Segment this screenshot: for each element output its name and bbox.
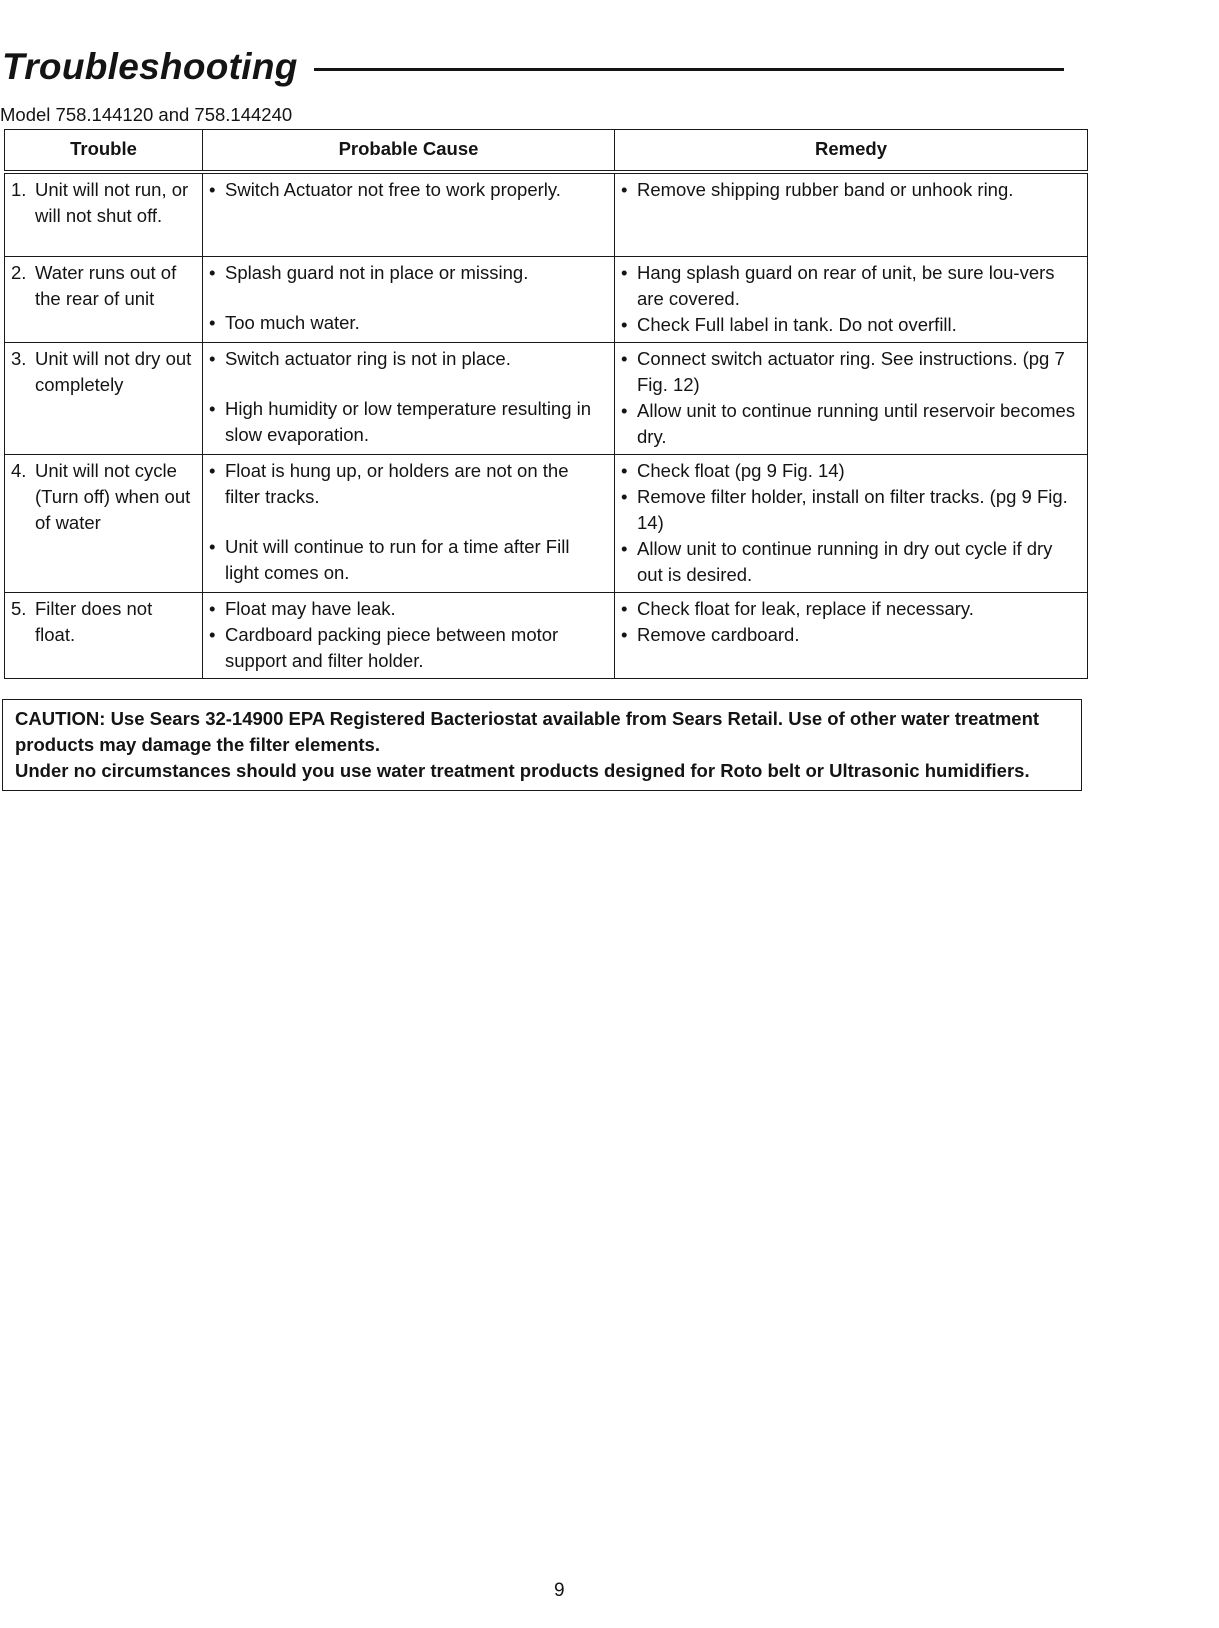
remedy-cell xyxy=(615,172,1088,256)
remedy-cell xyxy=(615,592,1088,678)
list-item xyxy=(621,177,1081,203)
cause-cell xyxy=(203,454,615,592)
list-item xyxy=(621,484,1081,536)
trouble-text: Unit will not cycle (Turn off) when out of water xyxy=(35,459,191,533)
table-row xyxy=(5,172,1088,256)
cause-text: Unit will continue to run for a time after Fill light comes on. xyxy=(225,535,570,583)
list-item xyxy=(621,346,1081,398)
model-numbers: Model 758.144120 and 758.144240 xyxy=(0,104,293,125)
bullet-icon: • xyxy=(209,179,216,200)
remedy-cell xyxy=(615,454,1088,592)
trouble-text: Unit will not dry out completely xyxy=(35,347,192,395)
remedy-text: Remove filter holder, install on filter tracks. (pg 9 Fig. 14) xyxy=(637,485,1068,533)
cause-cell xyxy=(203,592,615,678)
bullet-icon: • xyxy=(621,459,628,481)
page-number: 9 xyxy=(554,1580,565,1601)
remedy-text: Check Full label in tank. Do not overfill. xyxy=(637,313,957,335)
table-row xyxy=(5,592,1088,678)
list-item xyxy=(209,458,608,510)
troubleshooting-table xyxy=(4,129,1088,679)
list-item xyxy=(209,396,608,448)
bullet-icon: • xyxy=(621,597,628,619)
list-item xyxy=(621,458,1081,484)
cause-text: Float is hung up, or holders are not on the filter tracks. xyxy=(225,459,569,507)
caution-box xyxy=(2,699,1082,791)
cause-text: High humidity or low temperature resulting in slow evaporation. xyxy=(225,397,592,445)
trouble-text: Water runs out of the rear of unit xyxy=(35,261,177,309)
bullet-icon: • xyxy=(621,261,628,283)
cause-text: Splash guard not in place or missing. xyxy=(225,261,529,283)
list-item xyxy=(621,312,1081,338)
bullet-icon: • xyxy=(621,485,628,507)
column-header-trouble: Trouble xyxy=(5,130,203,173)
bullet-icon: • xyxy=(621,537,628,559)
remedy-text: Connect switch actuator ring. See instructions. (pg 7 Fig. 12) xyxy=(637,347,1065,395)
remedy-text: Remove cardboard. xyxy=(637,623,800,645)
trouble-text: Filter does not float. xyxy=(35,597,153,645)
remedy-text: Check float for leak, replace if necessary. xyxy=(637,597,974,619)
row-number: 3. xyxy=(11,347,27,369)
row-number: 2. xyxy=(11,261,27,283)
trouble-cell xyxy=(5,256,203,342)
table-row xyxy=(5,454,1088,592)
table-row xyxy=(5,256,1088,342)
trouble-text: Unit will not run, or will not shut off. xyxy=(35,179,189,226)
column-header-remedy: Remedy xyxy=(615,130,1088,173)
page-header xyxy=(2,42,1064,92)
remedy-text: Check float (pg 9 Fig. 14) xyxy=(637,459,845,481)
remedy-text: Allow unit to continue running in dry out cycle if dry out is desired. xyxy=(637,537,1053,585)
title-rule xyxy=(314,68,1064,71)
bullet-icon: • xyxy=(209,535,216,557)
list-item xyxy=(621,596,1081,622)
caution-text: CAUTION: Use Sears 32-14900 EPA Registered Bacteriostat available from Sears Retail. Use of other water treatment products may damage the filter elements. xyxy=(15,708,1040,755)
list-item xyxy=(209,346,608,372)
trouble-cell xyxy=(5,342,203,454)
list-item xyxy=(209,260,608,286)
trouble-cell xyxy=(5,592,203,678)
bullet-icon: • xyxy=(209,347,216,369)
trouble-cell xyxy=(5,172,203,256)
remedy-text: Remove shipping rubber band or unhook ring. xyxy=(637,179,1014,200)
remedy-text: Hang splash guard on rear of unit, be sure lou-vers are covered. xyxy=(637,261,1055,309)
row-number: 4. xyxy=(11,459,27,481)
cause-text: Cardboard packing piece between motor support and filter holder. xyxy=(225,623,559,671)
cause-text: Too much water. xyxy=(225,311,360,333)
table-row xyxy=(5,342,1088,454)
remedy-text: Allow unit to continue running until reservoir becomes dry. xyxy=(637,399,1076,447)
list-item xyxy=(621,260,1081,312)
table-header-row xyxy=(5,130,1088,173)
bullet-icon: • xyxy=(621,179,628,200)
bullet-icon: • xyxy=(621,623,628,645)
list-item xyxy=(621,398,1081,450)
bullet-icon: • xyxy=(209,311,216,333)
cause-text: Switch Actuator not free to work properly. xyxy=(225,179,561,200)
bullet-icon: • xyxy=(209,261,216,283)
cause-cell xyxy=(203,172,615,256)
bullet-icon: • xyxy=(621,399,628,421)
bullet-icon: • xyxy=(209,397,216,419)
cause-text: Float may have leak. xyxy=(225,597,396,619)
column-header-probable-cause: Probable Cause xyxy=(203,130,615,173)
cause-cell xyxy=(203,342,615,454)
row-number: 5. xyxy=(11,597,27,619)
bullet-icon: • xyxy=(209,597,216,619)
bullet-icon: • xyxy=(621,313,628,335)
list-item xyxy=(621,536,1081,588)
bullet-icon: • xyxy=(621,347,628,369)
row-number: 1. xyxy=(11,179,27,200)
list-item xyxy=(209,534,608,586)
list-item xyxy=(621,622,1081,648)
list-item xyxy=(209,596,608,622)
list-item xyxy=(209,177,608,203)
caution-text: Under no circumstances should you use water treatment products designed for Roto belt or Ultrasonic humidifiers. xyxy=(15,760,1030,781)
cause-text: Switch actuator ring is not in place. xyxy=(225,347,511,369)
remedy-cell xyxy=(615,256,1088,342)
list-item xyxy=(209,310,608,336)
bullet-icon: • xyxy=(209,623,216,645)
bullet-icon: • xyxy=(209,459,216,481)
trouble-cell xyxy=(5,454,203,592)
page-title: Troubleshooting xyxy=(2,46,298,87)
remedy-cell xyxy=(615,342,1088,454)
cause-cell xyxy=(203,256,615,342)
list-item xyxy=(209,622,608,674)
